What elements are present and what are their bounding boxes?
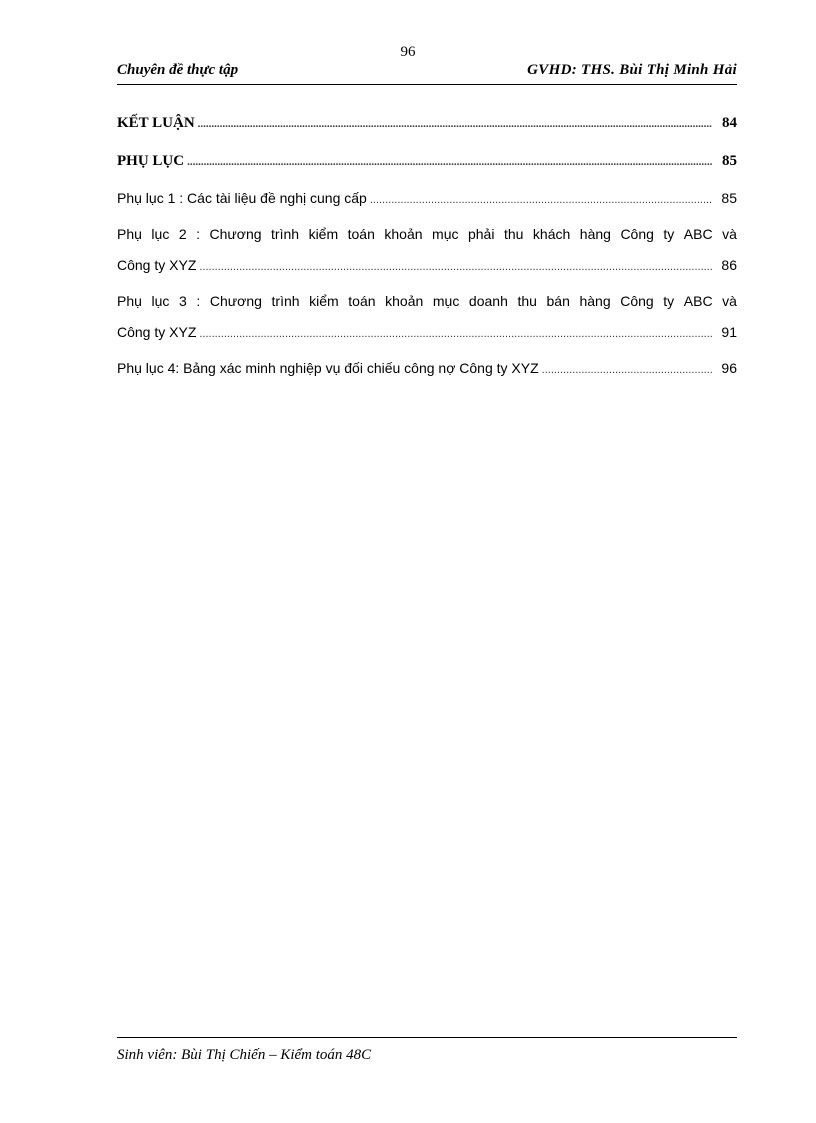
page-number: 96 bbox=[400, 44, 416, 60]
toc-entry-title-line2: Công ty XYZ bbox=[117, 324, 197, 340]
table-of-contents bbox=[117, 112, 737, 379]
toc-dot-leader bbox=[198, 113, 712, 135]
toc-entry-title: Phụ lục 4: Bảng xác minh nghiệp vụ đối chiếu công nợ Công ty XYZ bbox=[117, 360, 539, 376]
toc-entry-title: PHỤ LỤC bbox=[117, 153, 185, 169]
toc-entry-page: 96 bbox=[721, 360, 737, 376]
toc-dot-leader bbox=[199, 323, 712, 345]
toc-entry-page: 85 bbox=[722, 153, 737, 169]
toc-entry-page: 86 bbox=[721, 257, 737, 273]
toc-dot-leader bbox=[542, 359, 712, 381]
page-header bbox=[117, 62, 737, 85]
toc-entry-title-line1: Phụ lục 2 : Chương trình kiểm toán khoản mục phải thu khách hàng Công ty ABC và bbox=[117, 226, 737, 242]
footer-student-info: Sinh viên: Bùi Thị Chiến – Kiểm toán 48C bbox=[117, 1047, 372, 1063]
toc-dot-leader bbox=[187, 151, 712, 173]
toc-entry-phu-luc[interactable] bbox=[117, 150, 737, 172]
toc-entry-title-line2: Công ty XYZ bbox=[117, 257, 197, 273]
toc-entry-phu-luc-3[interactable] bbox=[117, 290, 737, 343]
toc-entry-title: Phụ lục 1 : Các tài liệu đề nghị cung cấp bbox=[117, 190, 367, 206]
page-footer bbox=[117, 1037, 737, 1064]
toc-entry-title-line1: Phụ lục 3 : Chương trình kiểm toán khoản mục doanh thu bán hàng Công ty ABC và bbox=[117, 293, 737, 309]
toc-entry-phu-luc-2[interactable] bbox=[117, 223, 737, 276]
header-right-advisor: GVHD: THS. Bùi Thị Minh Hải bbox=[527, 62, 737, 78]
toc-entry-page: 85 bbox=[721, 190, 737, 206]
toc-entry-page: 84 bbox=[722, 115, 737, 131]
toc-entry-phu-luc-4[interactable] bbox=[117, 357, 737, 379]
header-left-title: Chuyên đề thực tập bbox=[117, 62, 239, 78]
toc-entry-title: KẾT LUẬN bbox=[117, 115, 195, 131]
toc-entry-phu-luc-1[interactable] bbox=[117, 187, 737, 209]
toc-entry-ket-luan[interactable] bbox=[117, 112, 737, 134]
toc-entry-page: 91 bbox=[721, 324, 737, 340]
toc-dot-leader bbox=[199, 256, 712, 278]
toc-dot-leader bbox=[370, 189, 712, 211]
